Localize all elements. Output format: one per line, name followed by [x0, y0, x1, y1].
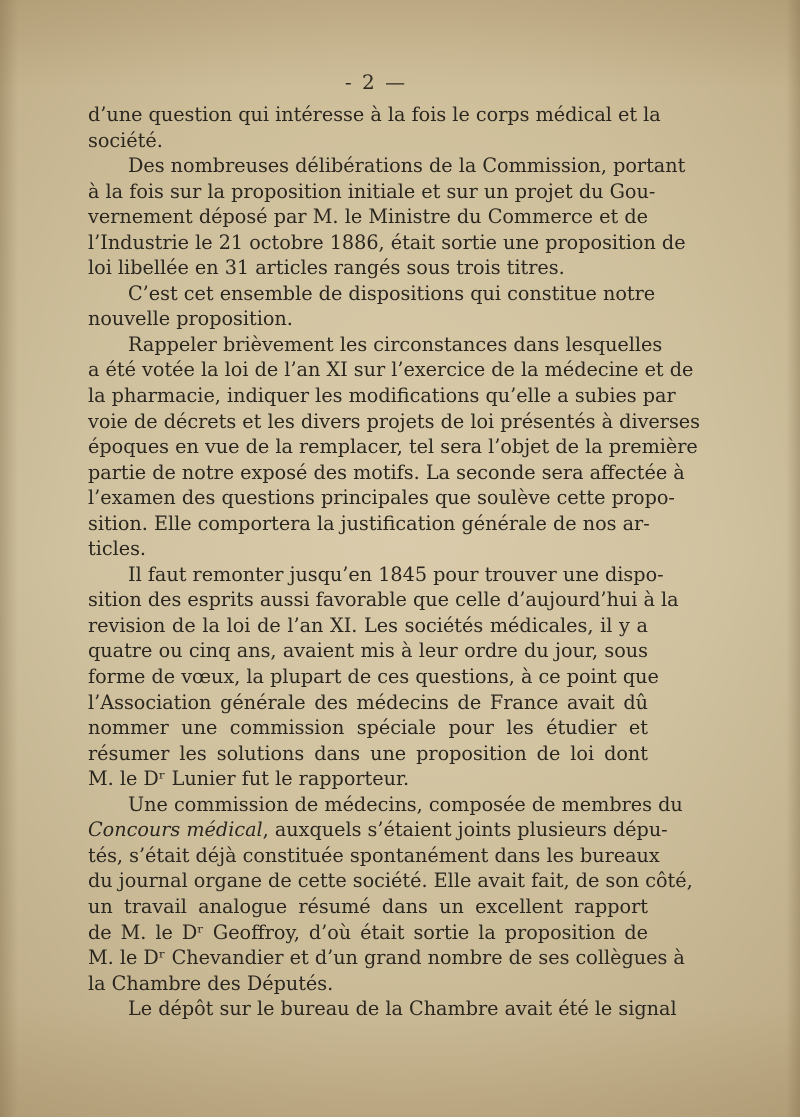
text-line: Rappeler brièvement les circonstances dans lesquelles [128, 332, 663, 356]
text-line: nouvelle proposition. [88, 307, 293, 331]
body-text [88, 102, 701, 1022]
text-line: quatre ou cinq ans, avaient mis à leur ordre du jour, sous [88, 639, 648, 663]
text-line: résumer les solutions dans une proposition de loi dont [88, 741, 648, 765]
text-line: nommer une commission spéciale pour les étudier et [88, 716, 648, 740]
text-line: Il faut remonter jusqu’en 1845 pour trouver une dispo- [128, 562, 664, 586]
text-line: Une commission de médecins, composée de membres du [128, 792, 683, 816]
text-line: forme de vœux, la plupart de ces questions, à ce point que [88, 665, 659, 689]
text-line: sition. Elle comportera la justification générale de nos ar- [88, 511, 650, 535]
text-line: a été votée la loi de l’an XI sur l’exercice de la médecine et de [88, 358, 694, 382]
text-line: la Chambre des Députés. [88, 971, 334, 995]
text-line: M. le Dʳ Lunier fut le rapporteur. [88, 767, 410, 791]
text-line-italic-mixed [88, 817, 668, 843]
text-line: partie de notre exposé des motifs. La seconde sera affectée à [88, 460, 685, 484]
page-edge-shadow-left [0, 0, 18, 1117]
text-line: tés, s’était déjà constituée spontanément dans les bureaux [88, 843, 660, 867]
text-line: M. le Dʳ Chevandier et d’un grand nombre de ses collègues à [88, 946, 685, 970]
text-line: Le dépôt sur le bureau de la Chambre avait été le signal [128, 997, 677, 1021]
text-fragment: , auxquels s’étaient joints plusieurs dépu- [262, 818, 668, 842]
text-line: à la fois sur la proposition initiale et sur un projet du Gou- [88, 179, 656, 203]
text-line: société. [88, 128, 163, 152]
text-line: ticles. [88, 537, 147, 561]
text-line: voie de décrets et les divers projets de loi présentés à diverses [88, 409, 701, 433]
text-line: époques en vue de la remplacer, tel sera l’objet de la première [88, 435, 698, 459]
text-line: du journal organe de cette société. Elle avait fait, de son côté, [88, 869, 693, 893]
text-line: un travail analogue résumé dans un excellent rapport [88, 894, 648, 918]
text-line: la pharmacie, indiquer les modifications qu’elle a subies par [88, 384, 676, 408]
text-line: de M. le Dʳ Geoffroy, d’où était sortie la proposition de [88, 920, 648, 944]
text-line: C’est cet ensemble de dispositions qui constitue notre [128, 281, 656, 305]
text-line: l’examen des questions principales que soulève cette propo- [88, 486, 675, 510]
text-line: d’une question qui intéresse à la fois le corps médical et la [88, 103, 661, 126]
text-line: vernement déposé par M. le Ministre du Commerce et de [88, 205, 648, 229]
page-edge-shadow-right [786, 0, 800, 1117]
text-line: revision de la loi de l’an XI. Les sociétés médicales, il y a [88, 613, 648, 637]
italic-title-concours-medical: Concours médical [88, 818, 263, 842]
text-line: loi libellée en 31 articles rangés sous trois titres. [88, 256, 565, 280]
page-number: - 2 — [344, 70, 408, 94]
text-line: l’Association générale des médecins de France avait dû [88, 690, 648, 714]
text-line: l’Industrie le 21 octobre 1886, était sortie une proposition de [88, 230, 686, 254]
text-line: sition des esprits aussi favorable que celle d’aujourd’hui à la [88, 588, 679, 612]
text-line: Des nombreuses délibérations de la Commission, portant [128, 154, 686, 178]
